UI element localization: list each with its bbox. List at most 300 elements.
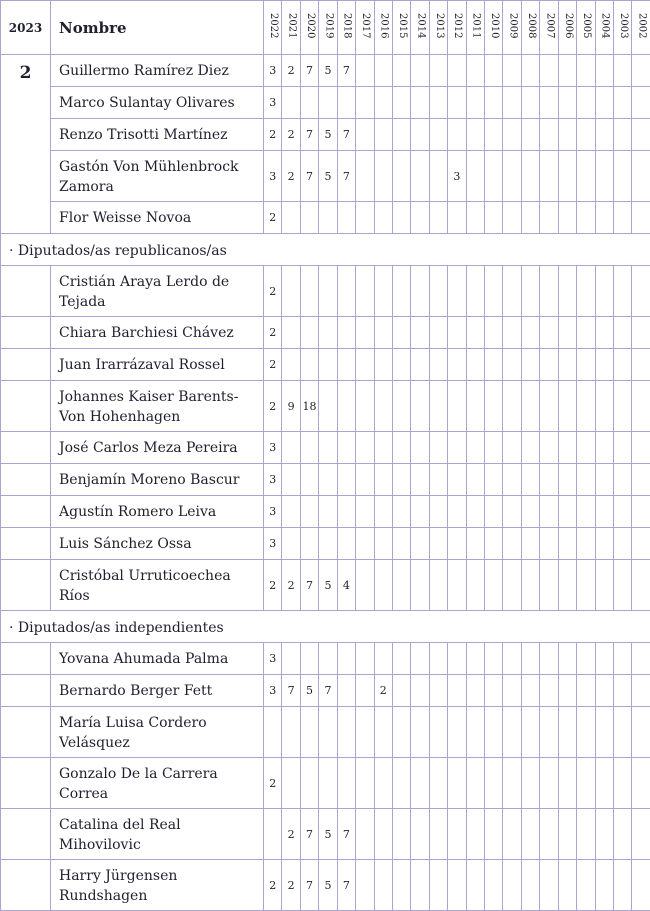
year-value	[632, 151, 650, 202]
year-value	[466, 266, 484, 317]
year-value	[485, 707, 503, 758]
year-value	[595, 119, 613, 151]
year-value: 7	[337, 55, 355, 87]
year-value	[466, 643, 484, 675]
year-value	[337, 496, 355, 528]
year-value	[503, 317, 521, 349]
year-value	[411, 202, 429, 234]
year-value	[429, 151, 447, 202]
year-value	[521, 675, 539, 707]
year-value	[300, 349, 318, 381]
year-value	[448, 496, 466, 528]
year-value	[374, 119, 392, 151]
section-label: · Diputados/as independientes	[1, 611, 650, 643]
header-year-label: 2021	[285, 13, 297, 38]
year-value	[300, 317, 318, 349]
year-value: 7	[300, 151, 318, 202]
year-value	[411, 675, 429, 707]
year-value	[503, 860, 521, 911]
rank-cell	[1, 560, 51, 611]
year-value	[466, 528, 484, 560]
rank-cell	[1, 496, 51, 528]
year-value	[540, 707, 558, 758]
year-value	[632, 675, 650, 707]
year-value: 5	[300, 675, 318, 707]
year-value	[632, 87, 650, 119]
year-value	[356, 317, 374, 349]
year-value	[429, 381, 447, 432]
year-value	[577, 560, 595, 611]
year-value: 7	[337, 151, 355, 202]
year-value	[411, 464, 429, 496]
year-value	[411, 496, 429, 528]
year-value	[577, 317, 595, 349]
year-value	[521, 55, 539, 87]
year-value	[503, 643, 521, 675]
year-value	[466, 432, 484, 464]
year-value	[300, 87, 318, 119]
year-value	[448, 560, 466, 611]
header-year	[632, 1, 650, 55]
deputy-name: Catalina del Real Mihovilovic	[51, 809, 264, 860]
year-value	[374, 860, 392, 911]
year-value	[503, 381, 521, 432]
year-value	[632, 55, 650, 87]
rank-cell	[1, 317, 51, 349]
year-value	[521, 860, 539, 911]
table-row	[1, 809, 650, 860]
year-value: 7	[337, 860, 355, 911]
year-value	[319, 381, 337, 432]
year-value	[300, 202, 318, 234]
year-value	[558, 119, 576, 151]
deputy-name: José Carlos Meza Pereira	[51, 432, 264, 464]
rank-cell	[1, 860, 51, 911]
year-value	[485, 266, 503, 317]
year-value	[337, 707, 355, 758]
header-name: Nombre	[51, 1, 264, 55]
table-row	[1, 432, 650, 464]
table-row	[1, 675, 650, 707]
year-value	[448, 860, 466, 911]
year-value	[521, 432, 539, 464]
year-value	[540, 643, 558, 675]
year-value	[429, 464, 447, 496]
year-value	[466, 496, 484, 528]
header-year-label: 2010	[488, 13, 500, 38]
year-value	[521, 349, 539, 381]
header-year-label: 2006	[562, 13, 574, 38]
header-year-label: 2019	[322, 13, 334, 38]
table-row	[1, 707, 650, 758]
table-row	[1, 119, 650, 151]
year-value	[374, 496, 392, 528]
year-value	[558, 87, 576, 119]
year-value	[595, 464, 613, 496]
year-value: 2	[264, 381, 282, 432]
year-value: 2	[374, 675, 392, 707]
year-value	[503, 151, 521, 202]
year-value	[577, 496, 595, 528]
year-value	[392, 87, 410, 119]
year-value: 2	[264, 266, 282, 317]
year-value	[429, 528, 447, 560]
rank-cell	[1, 464, 51, 496]
year-value	[558, 317, 576, 349]
rank-cell	[1, 349, 51, 381]
year-value	[337, 643, 355, 675]
header-year	[466, 1, 484, 55]
year-value	[466, 381, 484, 432]
header-year-label: 2012	[451, 13, 463, 38]
year-value	[448, 317, 466, 349]
year-value	[392, 860, 410, 911]
year-value	[448, 675, 466, 707]
year-value	[540, 202, 558, 234]
year-value	[337, 432, 355, 464]
year-value	[356, 381, 374, 432]
year-value	[466, 87, 484, 119]
year-value: 7	[337, 809, 355, 860]
rank-cell	[1, 528, 51, 560]
year-value: 3	[264, 151, 282, 202]
year-value	[632, 758, 650, 809]
deputy-name: Flor Weisse Novoa	[51, 202, 264, 234]
year-value	[319, 496, 337, 528]
year-value	[595, 809, 613, 860]
year-value	[503, 675, 521, 707]
year-value	[374, 432, 392, 464]
year-value	[558, 266, 576, 317]
year-value	[282, 758, 300, 809]
table-row	[1, 643, 650, 675]
header-year-label: 2003	[617, 13, 629, 38]
year-value	[374, 55, 392, 87]
year-value	[521, 87, 539, 119]
year-value	[356, 758, 374, 809]
year-value	[540, 464, 558, 496]
year-value	[337, 381, 355, 432]
table-row	[1, 266, 650, 317]
year-value	[392, 496, 410, 528]
year-value	[614, 464, 632, 496]
header-year-label: 2002	[635, 13, 647, 38]
year-value	[300, 643, 318, 675]
year-value	[466, 675, 484, 707]
year-value	[503, 87, 521, 119]
deputy-name: Luis Sánchez Ossa	[51, 528, 264, 560]
year-value	[429, 202, 447, 234]
year-value	[540, 860, 558, 911]
year-value	[411, 432, 429, 464]
year-value	[356, 464, 374, 496]
year-value	[503, 809, 521, 860]
year-value	[319, 464, 337, 496]
deputy-name: Bernardo Berger Fett	[51, 675, 264, 707]
year-value	[356, 860, 374, 911]
year-value	[503, 266, 521, 317]
header-year	[356, 1, 374, 55]
deputy-name: Cristóbal Urruticoechea Ríos	[51, 560, 264, 611]
year-value	[503, 707, 521, 758]
year-value	[577, 55, 595, 87]
year-value	[577, 860, 595, 911]
year-value	[540, 560, 558, 611]
year-value	[614, 266, 632, 317]
year-value	[356, 528, 374, 560]
year-value	[540, 675, 558, 707]
year-value	[374, 528, 392, 560]
year-value	[337, 87, 355, 119]
year-value	[466, 809, 484, 860]
year-value	[374, 151, 392, 202]
year-value	[632, 860, 650, 911]
year-value	[558, 349, 576, 381]
year-value	[632, 317, 650, 349]
year-value	[356, 87, 374, 119]
year-value	[540, 381, 558, 432]
year-value	[485, 464, 503, 496]
year-value	[577, 266, 595, 317]
rank-cell	[1, 758, 51, 809]
year-value	[356, 55, 374, 87]
year-value	[632, 266, 650, 317]
year-value	[577, 119, 595, 151]
year-value	[485, 432, 503, 464]
year-value	[595, 349, 613, 381]
year-value	[485, 758, 503, 809]
year-value	[466, 758, 484, 809]
header-year	[319, 1, 337, 55]
year-value	[614, 496, 632, 528]
year-value	[595, 202, 613, 234]
deputy-name: Harry Jürgensen Rundshagen	[51, 860, 264, 911]
year-value	[558, 707, 576, 758]
year-value	[429, 496, 447, 528]
deputy-name: Benjamín Moreno Bascur	[51, 464, 264, 496]
year-value	[337, 464, 355, 496]
year-value	[521, 496, 539, 528]
header-year	[485, 1, 503, 55]
deputy-name: Juan Irarrázaval Rossel	[51, 349, 264, 381]
year-value	[448, 349, 466, 381]
year-value: 5	[319, 151, 337, 202]
year-value: 3	[264, 87, 282, 119]
year-value	[466, 202, 484, 234]
year-value	[392, 202, 410, 234]
year-value	[282, 317, 300, 349]
year-value	[319, 349, 337, 381]
rank-cell	[1, 381, 51, 432]
year-value: 7	[300, 560, 318, 611]
year-value	[429, 432, 447, 464]
year-value	[282, 87, 300, 119]
table-row	[1, 202, 650, 234]
year-value	[558, 560, 576, 611]
year-value	[558, 643, 576, 675]
year-value	[595, 55, 613, 87]
table-row	[1, 528, 650, 560]
year-value	[614, 317, 632, 349]
year-value	[466, 55, 484, 87]
year-value	[392, 528, 410, 560]
year-value	[300, 758, 318, 809]
year-value	[319, 707, 337, 758]
year-value	[595, 560, 613, 611]
year-value	[485, 202, 503, 234]
year-value: 2	[264, 860, 282, 911]
year-value: 7	[300, 860, 318, 911]
year-value	[411, 860, 429, 911]
header-year	[540, 1, 558, 55]
year-value: 5	[319, 809, 337, 860]
year-value	[448, 381, 466, 432]
year-value	[356, 560, 374, 611]
year-value: 5	[319, 860, 337, 911]
year-value	[429, 349, 447, 381]
year-value	[448, 202, 466, 234]
year-value	[485, 496, 503, 528]
year-value	[485, 349, 503, 381]
year-value	[392, 432, 410, 464]
year-value	[595, 87, 613, 119]
year-value	[264, 707, 282, 758]
year-value	[392, 119, 410, 151]
year-value	[521, 707, 539, 758]
year-value	[374, 381, 392, 432]
year-value	[356, 496, 374, 528]
rank-cell	[1, 809, 51, 860]
year-value	[521, 317, 539, 349]
year-value	[466, 349, 484, 381]
year-value	[282, 432, 300, 464]
year-value: 3	[264, 643, 282, 675]
year-value	[356, 809, 374, 860]
year-value	[392, 464, 410, 496]
year-value	[577, 381, 595, 432]
header-year	[614, 1, 632, 55]
year-value	[392, 643, 410, 675]
header-year	[374, 1, 392, 55]
header-row	[1, 1, 650, 55]
year-value	[632, 349, 650, 381]
year-value	[282, 349, 300, 381]
year-value	[540, 87, 558, 119]
year-value	[337, 349, 355, 381]
year-value	[485, 317, 503, 349]
year-value	[374, 266, 392, 317]
year-value	[558, 151, 576, 202]
year-value	[485, 87, 503, 119]
header-year	[595, 1, 613, 55]
header-year	[337, 1, 355, 55]
header-year	[577, 1, 595, 55]
table-row	[1, 317, 650, 349]
year-value	[485, 860, 503, 911]
year-value	[448, 432, 466, 464]
year-value	[374, 317, 392, 349]
year-value	[300, 432, 318, 464]
year-value	[614, 528, 632, 560]
year-value	[595, 643, 613, 675]
year-value	[411, 381, 429, 432]
year-value	[614, 809, 632, 860]
year-value: 7	[300, 119, 318, 151]
year-value	[282, 266, 300, 317]
table-row	[1, 560, 650, 611]
year-value	[411, 266, 429, 317]
year-value: 3	[264, 528, 282, 560]
year-value: 5	[319, 55, 337, 87]
year-value	[521, 809, 539, 860]
deputy-name: Gastón Von Mühlenbrock Zamora	[51, 151, 264, 202]
year-value	[411, 119, 429, 151]
year-value: 2	[282, 560, 300, 611]
year-value: 7	[337, 119, 355, 151]
year-value	[614, 432, 632, 464]
year-value: 3	[448, 151, 466, 202]
year-value	[540, 151, 558, 202]
year-value	[448, 758, 466, 809]
year-value	[503, 528, 521, 560]
year-value	[466, 464, 484, 496]
year-value: 2	[264, 202, 282, 234]
year-value	[521, 560, 539, 611]
year-value	[521, 151, 539, 202]
year-value: 4	[337, 560, 355, 611]
year-value	[392, 317, 410, 349]
year-value	[614, 381, 632, 432]
table-row	[1, 496, 650, 528]
year-value	[595, 496, 613, 528]
year-value: 3	[264, 675, 282, 707]
table-body	[1, 55, 650, 911]
year-value: 7	[319, 675, 337, 707]
year-value	[319, 528, 337, 560]
year-value	[632, 119, 650, 151]
year-value: 3	[264, 55, 282, 87]
year-value	[558, 528, 576, 560]
year-value	[503, 464, 521, 496]
year-value	[392, 758, 410, 809]
year-value	[429, 860, 447, 911]
header-year	[300, 1, 318, 55]
year-value	[429, 87, 447, 119]
year-value	[319, 87, 337, 119]
year-value	[392, 381, 410, 432]
section-row	[1, 234, 650, 266]
year-value	[337, 266, 355, 317]
year-value	[392, 560, 410, 611]
year-value	[503, 560, 521, 611]
year-value	[614, 707, 632, 758]
year-value	[319, 643, 337, 675]
deputy-name: Guillermo Ramírez Diez	[51, 55, 264, 87]
year-value	[614, 560, 632, 611]
year-value	[374, 809, 392, 860]
year-value	[282, 464, 300, 496]
year-value	[614, 643, 632, 675]
year-value	[521, 202, 539, 234]
year-value	[577, 432, 595, 464]
year-value	[466, 860, 484, 911]
year-value	[614, 675, 632, 707]
year-value	[429, 317, 447, 349]
year-value	[429, 643, 447, 675]
year-value	[632, 464, 650, 496]
year-value	[540, 758, 558, 809]
year-value	[540, 432, 558, 464]
